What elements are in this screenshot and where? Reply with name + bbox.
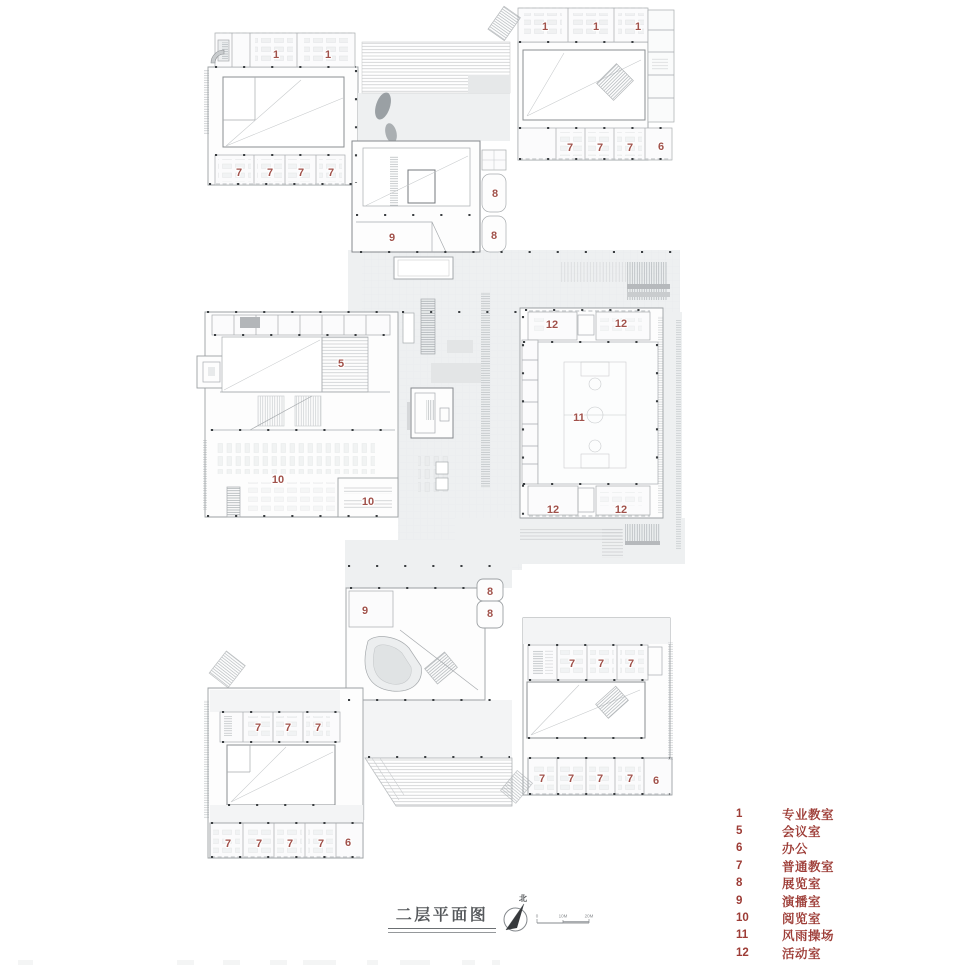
room-number-label: 7 xyxy=(568,658,576,670)
scale-label: 10M xyxy=(558,913,568,919)
legend-entry-number: 12 xyxy=(736,946,749,959)
room-number-label: 7 xyxy=(224,838,232,850)
room-number-label: 12 xyxy=(614,504,628,516)
legend-entry xyxy=(736,944,886,961)
north-label: 北 xyxy=(519,894,527,903)
room-number-label: 12 xyxy=(614,318,628,330)
scale-bar-labels xyxy=(536,914,594,919)
legend-entry xyxy=(736,805,886,822)
room-number-label: 1 xyxy=(592,21,600,33)
room-number-label: 7 xyxy=(255,838,263,850)
northwest-classroom-wing xyxy=(204,33,358,185)
room-number-label: 12 xyxy=(546,504,560,516)
room-number-label: 7 xyxy=(284,722,292,734)
legend-entry-label: 专业教室 xyxy=(782,807,835,822)
legend-rows xyxy=(736,805,886,962)
northeast-classroom-wing xyxy=(488,6,674,160)
room-number-label: 10 xyxy=(361,496,375,508)
room-number-label: 7 xyxy=(597,658,605,670)
room-number-label: 8 xyxy=(486,608,494,620)
room-number-label: 6 xyxy=(657,141,665,153)
southeast-classroom-wing xyxy=(501,618,673,803)
legend-entry-number: 8 xyxy=(736,877,743,890)
west-library-wing xyxy=(197,312,398,517)
room-number-label: 7 xyxy=(297,167,305,179)
legend-entry-number: 6 xyxy=(736,842,743,855)
room-number-label: 1 xyxy=(634,21,642,33)
room-number-label: 11 xyxy=(573,412,585,424)
room-number-label: 7 xyxy=(317,838,325,850)
scale-bar xyxy=(536,914,594,924)
room-number-label: 8 xyxy=(491,188,499,200)
legend-entry xyxy=(736,927,886,944)
legend-entry-label: 阅览室 xyxy=(782,912,822,927)
room-number-label: 9 xyxy=(361,605,369,617)
room-number-label: 7 xyxy=(596,773,604,785)
legend-entry-label: 会议室 xyxy=(782,825,822,840)
room-number-label: 7 xyxy=(314,722,322,734)
legend-entry-label: 普通教室 xyxy=(782,859,835,874)
scale-label: 20M xyxy=(584,913,594,919)
room-number-label: 12 xyxy=(545,319,559,331)
room-number-label: 7 xyxy=(596,142,604,154)
legend-entry xyxy=(736,892,886,909)
south-central-auditorium-block xyxy=(346,579,503,700)
room-number-label: 7 xyxy=(626,773,634,785)
room-number-label: 7 xyxy=(538,773,546,785)
north-arrow-icon xyxy=(504,893,527,931)
room-number-label: 7 xyxy=(627,658,635,670)
room-number-label: 7 xyxy=(235,167,243,179)
legend-entry-label: 展览室 xyxy=(782,877,822,892)
bottom-edge-artifacts xyxy=(18,960,500,965)
legend-entry xyxy=(736,875,886,892)
legend-entry-label: 风雨操场 xyxy=(782,929,835,944)
room-number-label: 6 xyxy=(652,775,660,787)
legend-entry-label: 活动室 xyxy=(782,946,822,961)
legend-entry-number: 5 xyxy=(736,825,743,838)
room-number-label: 1 xyxy=(272,49,280,61)
room-number-label: 7 xyxy=(266,167,274,179)
room-number-label: 7 xyxy=(567,773,575,785)
room-number-label: 7 xyxy=(327,167,335,179)
legend-entry xyxy=(736,857,886,874)
title-underline xyxy=(388,928,496,933)
legend xyxy=(736,805,886,962)
legend-entry-label: 办公 xyxy=(782,842,809,857)
room-number-label: 1 xyxy=(541,21,549,33)
room-number-label: 8 xyxy=(490,230,498,242)
legend-entry-number: 9 xyxy=(736,894,743,907)
southwest-classroom-wing xyxy=(204,651,363,858)
room-number-label: 1 xyxy=(324,49,332,61)
legend-entry xyxy=(736,909,886,926)
room-number-label: 7 xyxy=(626,142,634,154)
room-number-label: 7 xyxy=(254,722,262,734)
drawing-title: 二层平面图 xyxy=(395,907,489,924)
drawing-title-block xyxy=(388,902,496,933)
room-number-label: 9 xyxy=(388,232,396,244)
room-number-label: 5 xyxy=(337,358,345,370)
room-number-label: 7 xyxy=(286,838,294,850)
legend-entry-number: 10 xyxy=(736,912,749,925)
legend-entry-label: 演播室 xyxy=(782,894,822,909)
room-number-label: 10 xyxy=(271,474,285,486)
legend-entry xyxy=(736,822,886,839)
legend-entry-number: 7 xyxy=(736,859,743,872)
legend-entry-number: 11 xyxy=(736,929,749,942)
room-number-label: 8 xyxy=(486,586,494,598)
scale-label: 0 xyxy=(535,913,539,919)
legend-entry-number: 1 xyxy=(736,807,743,820)
legend-entry xyxy=(736,840,886,857)
north-central-studio-block xyxy=(352,42,510,252)
room-number-label: 6 xyxy=(344,837,352,849)
room-number-label: 7 xyxy=(566,142,574,154)
gymnasium-block xyxy=(520,308,663,518)
